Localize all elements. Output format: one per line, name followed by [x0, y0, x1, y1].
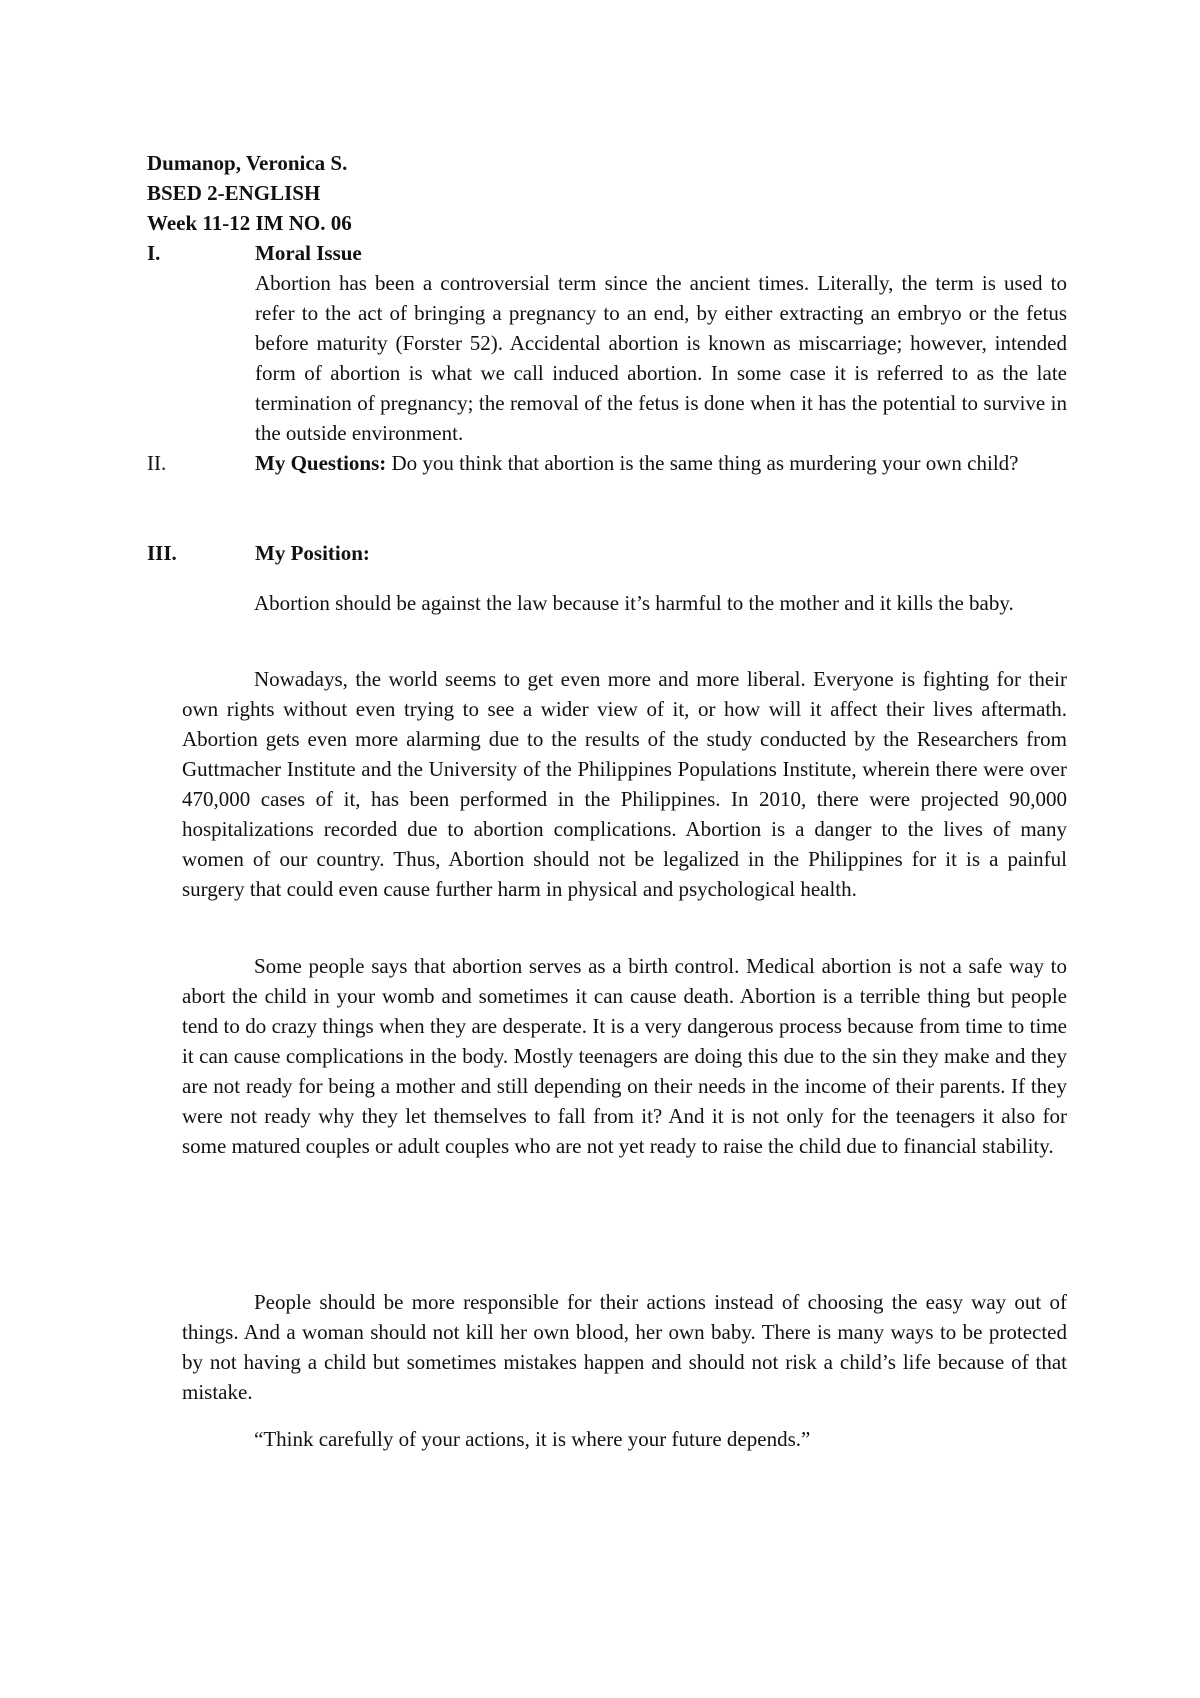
section-my-questions [147, 448, 1067, 508]
paragraph-liberal-world: Nowadays, the world seems to get even more and more liberal. Everyone is fighting for their own rights without even trying to see a wider view of it, or how will it affect their lives aftermath. Abortion gets even more alarming due to the results of the study conducted by the Researchers from Guttmacher Institute and the University of the Philippines Populations Institute, wherein there were over 470,000 cases of it, has been performed in the Philippines. In 2010, there were projected 90,000 hospitalizations recorded due to abortion complications. Abortion is a danger to the lives of many women of our country. Thus, Abortion should not be legalized in the Philippines for it is a painful surgery that could even cause further harm in physical and psychological health. [182, 667, 1067, 901]
section-numeral: I. [147, 241, 161, 265]
paragraph-position-statement: Abortion should be against the law because it’s harmful to the mother and it kills the baby. [254, 591, 1014, 615]
week-label: Week 11-12 IM NO. 06 [147, 211, 352, 235]
section-content [255, 238, 1067, 448]
paragraph-responsibility: People should be more responsible for their actions instead of choosing the easy way out of things. And a woman should not kill her own blood, her own baby. There is many ways to be protected by not having a child but sometimes mistakes happen and should not risk a child’s life because of that mistake. [182, 1290, 1067, 1404]
section-title: Moral Issue [255, 241, 362, 265]
section-title: My Questions: [255, 451, 387, 475]
paragraph-birth-control: Some people says that abortion serves as a birth control. Medical abortion is not a safe way to abort the child in your womb and sometimes it can cause death. Abortion is a terrible thing but people tend to do crazy things when they are desperate. It is a very dangerous process because from time to time it can cause complications in the body. Mostly teenagers are doing this due to the sin they make and they are not ready for being a mother and still depending on their needs in the income of their parents. If they were not ready why they let themselves to fall from it? And it is not only for the teenagers it also for some matured couples or adult couples who are not yet ready to raise the child due to financial stability. [182, 954, 1067, 1158]
section-title: My Position: [255, 541, 370, 565]
section-body: Do you think that abortion is the same thing as murdering your own child? [386, 451, 1019, 475]
section-moral-issue [147, 238, 1067, 450]
section-numeral: II. [147, 451, 167, 475]
section-body: Abortion has been a controversial term since the ancient times. Literally, the term is used to refer to the act of bringing a pregnancy to an end, by either extracting an embryo or the fetus before maturity (Forster 52). Accidental abortion is known as miscarriage; however, intended form of abortion is what we call induced abortion. In some case it is referred to as the late termination of pregnancy; the removal of the fetus is done when it has the potential to survive in the outside environment. [255, 271, 1067, 445]
section-numeral: III. [147, 541, 177, 565]
section-content [255, 448, 1067, 478]
section-my-position [147, 538, 1067, 568]
student-name: Dumanop, Veronica S. [147, 151, 348, 175]
section-content [255, 538, 1067, 568]
document-header [147, 148, 1067, 238]
course-label: BSED 2-ENGLISH [147, 181, 321, 205]
closing-quote: “Think carefully of your actions, it is where your future depends.” [254, 1427, 811, 1451]
